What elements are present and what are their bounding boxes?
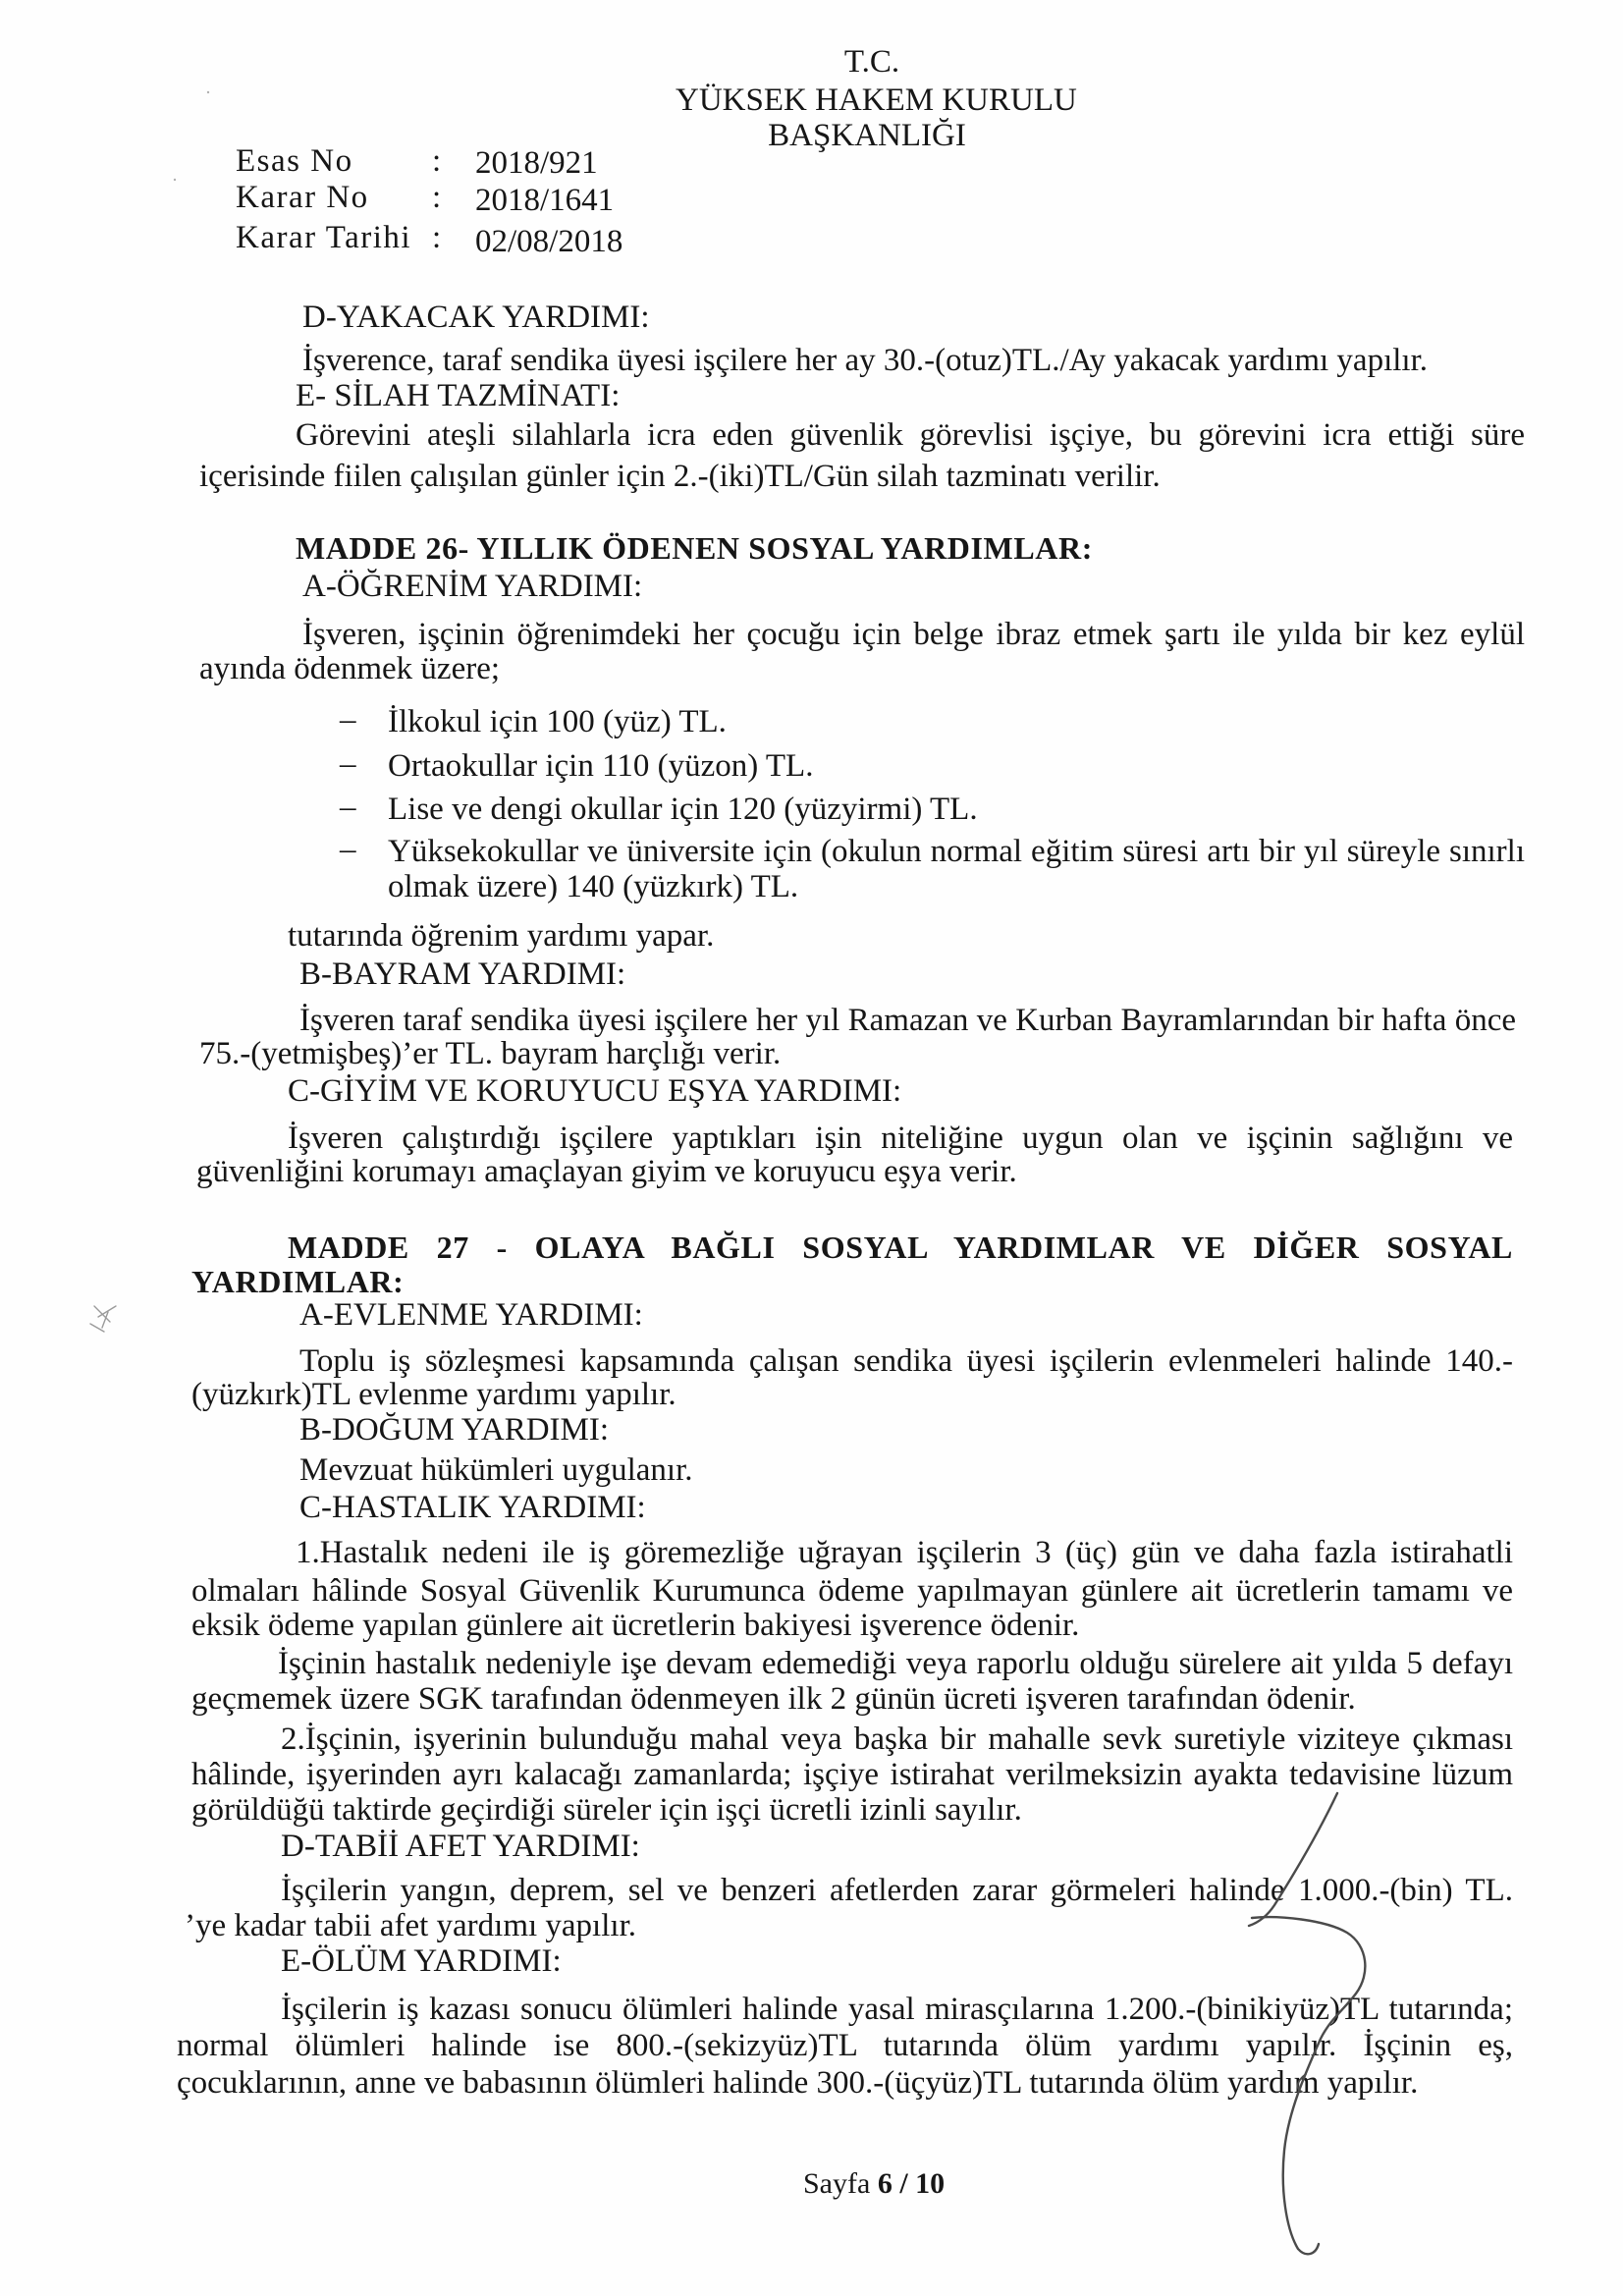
header-country: T.C. bbox=[843, 44, 900, 80]
paragraph-line: güvenliğini korumayı amaçlayan giyim ve koruyucu eşya verir. bbox=[196, 1154, 1017, 1189]
paragraph-line: geçmemek üzere SGK tarafından ödenmeyen ilk 2 günün ücreti işveren tarafından ödenir. bbox=[191, 1681, 1356, 1717]
section-heading: A-EVLENME YARDIMI: bbox=[299, 1297, 643, 1333]
paragraph-line: tutarında öğrenim yardımı yapar. bbox=[288, 918, 715, 954]
section-heading: B-DOĞUM YARDIMI: bbox=[299, 1412, 610, 1448]
article-title: MADDE 26- YILLIK ÖDENEN SOSYAL YARDIMLAR: bbox=[296, 530, 1093, 566]
section-heading: E-ÖLÜM YARDIMI: bbox=[281, 1943, 562, 1979]
paragraph-line: Mevzuat hükümleri uygulanır. bbox=[299, 1452, 693, 1488]
page-number: 6 / 10 bbox=[877, 2167, 946, 2200]
meta-sep-tarih: : bbox=[432, 220, 442, 255]
meta-value-tarih: 02/08/2018 bbox=[475, 224, 623, 259]
header-institution: YÜKSEK HAKEM KURULU bbox=[676, 82, 1077, 118]
paragraph-line: çocuklarının, anne ve babasının ölümleri halinde 300.-(üçyüz)TL tutarında ölüm yardım yapılır. bbox=[177, 2065, 1419, 2101]
paragraph-line: görüldüğü taktirde geçirdiği süreler için işçi ücretli izinli sayılır. bbox=[191, 1792, 1022, 1828]
meta-value-esas: 2018/921 bbox=[475, 145, 598, 181]
page-indicator bbox=[803, 2165, 945, 2203]
list-bullet: – bbox=[340, 832, 356, 867]
paragraph-line: Toplu iş sözleşmesi kapsamında çalışan sendika üyesi işçilerin evlenmeleri halinde 140.- bbox=[299, 1343, 1513, 1379]
paragraph-line: İşveren, işçinin öğrenimdeki her çocuğu için belge ibraz etmek şartı ile yılda bir kez eylül bbox=[302, 617, 1525, 652]
section-heading: B-BAYRAM YARDIMI: bbox=[299, 957, 626, 992]
meta-label-esas: Esas No bbox=[236, 143, 353, 179]
section-heading: C-HASTALIK YARDIMI: bbox=[299, 1490, 646, 1525]
list-bullet: – bbox=[340, 746, 356, 782]
list-item: İlkokul için 100 (yüz) TL. bbox=[388, 704, 727, 739]
section-heading: E- SİLAH TAZMİNATI: bbox=[296, 378, 621, 413]
section-heading: C-GİYİM VE KORUYUCU EŞYA YARDIMI: bbox=[288, 1073, 902, 1109]
scan-smudge bbox=[90, 1306, 116, 1332]
paragraph-line: İşçilerin iş kazası sonucu ölümleri halinde yasal mirasçılarına 1.200.-(binikiyüz)TL tutarında; bbox=[281, 1992, 1513, 2027]
paragraph-line: hâlinde, işyerinden ayrı kalacağı zamanlarda; işçiye istirahat verilmeksizin ayakta tedavisine lüzum bbox=[191, 1757, 1513, 1792]
meta-sep-esas: : bbox=[432, 143, 442, 179]
meta-label-karar: Karar No bbox=[236, 180, 369, 215]
paragraph-line: içerisinde fiilen çalışılan günler için 2.-(iki)TL/Gün silah tazminatı verilir. bbox=[199, 459, 1161, 494]
paragraph-line: ’ye kadar tabii afet yardımı yapılır. bbox=[185, 1908, 636, 1943]
scan-dot bbox=[207, 91, 209, 93]
paragraph-line: ayında ödenmek üzere; bbox=[199, 651, 501, 686]
paragraph-line: 2.İşçinin, işyerinin bulunduğu mahal veya başka bir mahalle sevk suretiyle viziteye çıkması bbox=[281, 1722, 1513, 1757]
list-item: Yüksekokullar ve üniversite için (okulun normal eğitim süresi artı bir yıl süreyle sınırlı bbox=[388, 834, 1525, 869]
paragraph-line: Görevini ateşli silahlarla icra eden güvenlik görevlisi işçiye, bu görevini icra ettiği süre bbox=[296, 417, 1525, 453]
article-title: MADDE 27 - OLAYA BAĞLI SOSYAL YARDIMLAR VE DİĞER SOSYAL bbox=[288, 1230, 1513, 1265]
paragraph-line: 75.-(yetmişbeş)’er TL. bayram harçlığı verir. bbox=[199, 1036, 782, 1071]
paragraph-line: (yüzkırk)TL evlenme yardımı yapılır. bbox=[191, 1377, 676, 1412]
paragraph-line: olmaları hâlinde Sosyal Güvenlik Kurumunca ödeme yapılmayan günlere ait ücretlerin tamamı ve bbox=[191, 1573, 1513, 1609]
paragraph-line: normal ölümleri halinde ise 800.-(sekizyüz)TL tutarında ölüm yardımı yapılır. İşçinin eş, bbox=[177, 2028, 1513, 2063]
paragraph-line: eksik ödeme yapılan günlere ait ücretlerin bakiyesi işverence ödenir. bbox=[191, 1608, 1080, 1643]
list-bullet: – bbox=[340, 790, 356, 825]
list-item-continuation: olmak üzere) 140 (yüzkırk) TL. bbox=[388, 869, 799, 904]
paragraph-line: 1.Hastalık nedeni ile iş göremezliğe uğrayan işçilerin 3 (üç) gün ve daha fazla istirahatli bbox=[296, 1535, 1513, 1570]
paragraph-line: İşçilerin yangın, deprem, sel ve benzeri afetlerden zarar görmeleri halinde 1.000.-(bin) TL. bbox=[281, 1873, 1513, 1908]
scan-dot bbox=[174, 179, 176, 181]
paragraph-line: İşverence, taraf sendika üyesi işçilere her ay 30.-(otuz)TL./Ay yakacak yardımı yapılır. bbox=[302, 343, 1428, 378]
paragraph-line: İşçinin hastalık nedeniyle işe devam edemediği veya raporlu olduğu sürelere ait yılda 5 defayı bbox=[278, 1646, 1513, 1681]
list-bullet: – bbox=[340, 702, 356, 738]
meta-label-tarih: Karar Tarihi bbox=[236, 220, 412, 255]
paragraph-line: İşveren taraf sendika üyesi işçilere her yıl Ramazan ve Kurban Bayramlarından bir hafta önce bbox=[299, 1003, 1516, 1038]
list-item: Lise ve dengi okullar için 120 (yüzyirmi) TL. bbox=[388, 792, 978, 827]
page-label: Sayfa bbox=[803, 2167, 871, 2200]
section-heading: D-TABİİ AFET YARDIMI: bbox=[281, 1829, 640, 1864]
header-office: BAŞKANLIĞI bbox=[768, 118, 966, 153]
meta-sep-karar: : bbox=[432, 180, 442, 215]
section-heading: D-YAKACAK YARDIMI: bbox=[302, 300, 650, 335]
section-heading: A-ÖĞRENİM YARDIMI: bbox=[302, 569, 643, 604]
meta-value-karar: 2018/1641 bbox=[475, 183, 615, 218]
list-item: Ortaokullar için 110 (yüzon) TL. bbox=[388, 748, 814, 784]
article-title-continuation: YARDIMLAR: bbox=[191, 1264, 405, 1299]
paragraph-line: İşveren çalıştırdığı işçilere yaptıkları işin niteliğine uygun olan ve işçinin sağlığını ve bbox=[288, 1121, 1513, 1156]
